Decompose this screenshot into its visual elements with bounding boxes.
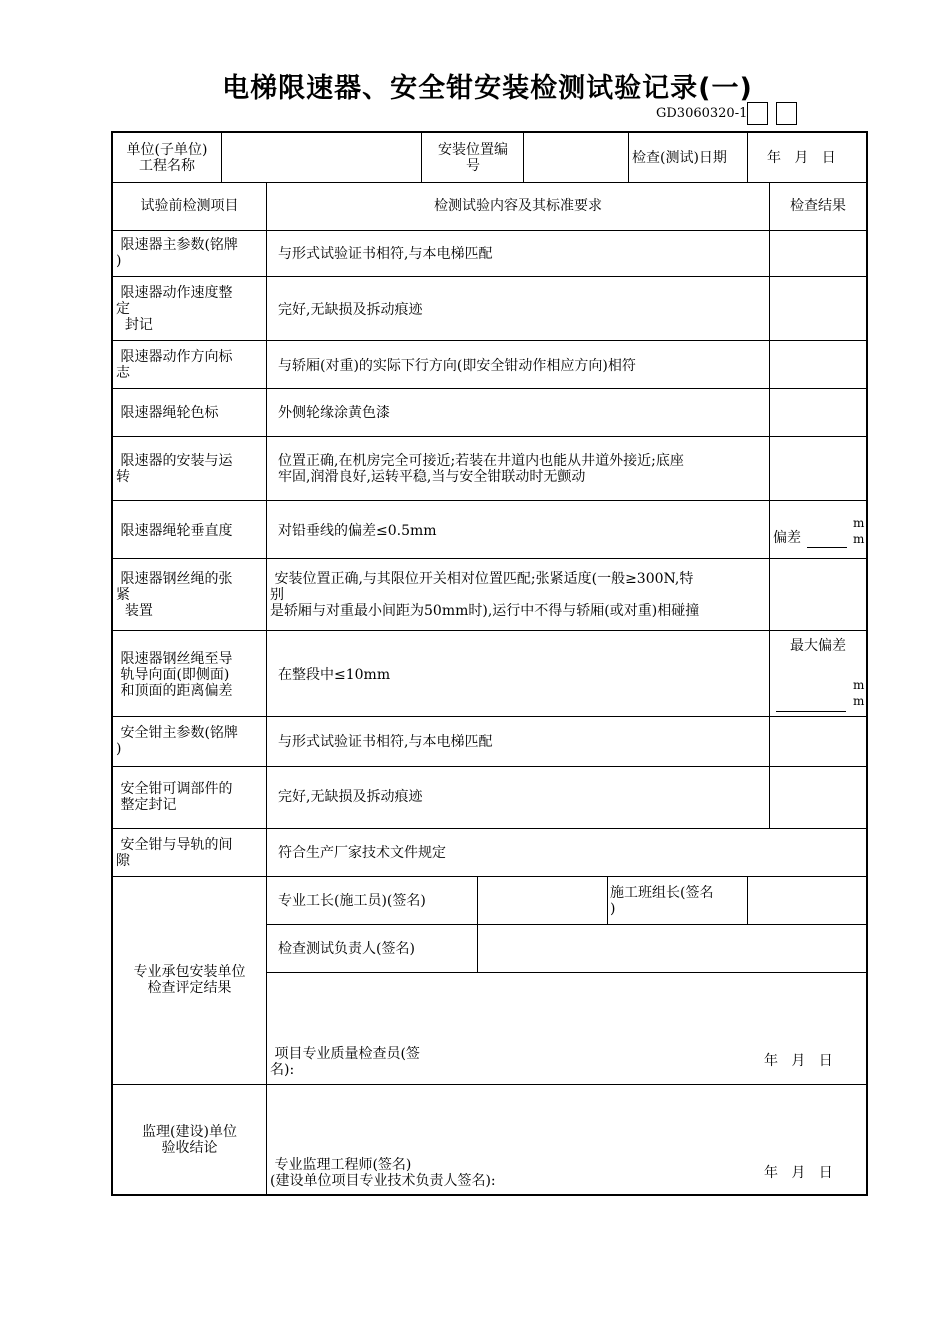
form-number-box-1[interactable] <box>747 102 768 125</box>
contractor-label: 专业承包安装单位 检查评定结果 <box>133 964 246 996</box>
row-content: 位置正确,在机房完全可接近;若装在井道内也能从井道外接近;底座 牢固,润滑良好,运转平稳,当与安全钳联动时无颤动 <box>278 453 684 485</box>
row-content: 完好,无缺损及拆动痕迹 <box>278 302 423 318</box>
row-content: 在整段中≤10mm <box>278 667 391 683</box>
row-item: 限速器动作方向标 志 <box>116 349 233 381</box>
check-date-value[interactable]: 年 月 日 <box>767 150 836 166</box>
row-item: 限速器钢丝绳至导 轨导向面(即侧面) 和顶面的距离偏差 <box>116 651 233 699</box>
row-content: 完好,无缺损及拆动痕迹 <box>278 789 423 805</box>
deviation-blank[interactable] <box>807 547 847 548</box>
row-content: 外侧轮缘涂黄色漆 <box>278 405 390 421</box>
row-item: 限速器主参数(铭牌 ) <box>116 237 238 269</box>
form-code: GD3060320-1 <box>656 106 748 121</box>
row-content: 对铅垂线的偏差≤0.5mm <box>278 523 437 539</box>
unit-name-label: 单位(子单位) 工程名称 <box>126 142 208 174</box>
row-item: 安全钳主参数(铭牌 ) <box>116 725 238 757</box>
install-position-label: 安装位置编 号 <box>438 142 508 174</box>
install-position-field[interactable] <box>525 137 625 178</box>
row-content: 与轿厢(对重)的实际下行方向(即安全钳动作相应方向)相符 <box>278 358 636 374</box>
team-leader-signature[interactable] <box>749 880 863 922</box>
unit-name-field[interactable] <box>223 137 419 178</box>
team-leader-label: 施工班组长(签名 ) <box>610 885 714 917</box>
contractor-date[interactable]: 年 月 日 <box>764 1053 833 1069</box>
max-deviation-label: 最大偏差 <box>790 638 846 654</box>
test-lead-label: 检查测试负责人(签名) <box>278 941 415 957</box>
column-result: 检查结果 <box>790 198 846 214</box>
unit-mm: m m <box>853 678 865 708</box>
supervisor-date[interactable]: 年 月 日 <box>764 1165 833 1181</box>
row-item: 限速器钢丝绳的张 紧 装置 <box>116 571 233 619</box>
row-item: 安全钳可调部件的 整定封记 <box>116 781 233 813</box>
form-title: 电梯限速器、安全钳安装检测试验记录(一) <box>222 73 753 104</box>
test-lead-signature[interactable] <box>479 928 863 970</box>
supervising-engineer-label: 专业监理工程师(签名) (建设单位项目专业技术负责人签名): <box>270 1157 496 1189</box>
row-content: 与形式试验证书相符,与本电梯匹配 <box>278 246 493 262</box>
column-content: 检测试验内容及其标准要求 <box>434 198 602 214</box>
check-date-label: 检查(测试)日期 <box>632 150 727 166</box>
foreman-label: 专业工长(施工员)(签名) <box>278 893 426 909</box>
unit-mm: m m <box>853 516 865 546</box>
row-item: 限速器绳轮垂直度 <box>116 523 233 539</box>
form-number-box-2[interactable] <box>776 102 797 125</box>
column-item: 试验前检测项目 <box>140 198 239 214</box>
row-content: 与形式试验证书相符,与本电梯匹配 <box>278 734 493 750</box>
row-item: 限速器绳轮色标 <box>116 405 219 421</box>
foreman-signature[interactable] <box>479 880 605 922</box>
row-content: 安装位置正确,与其限位开关相对位置匹配;张紧适度(一般≥300N,特 别 是轿厢与对重最小间距为50mm时),运行中不得与轿厢(或对重)相碰撞 <box>270 571 700 619</box>
deviation-label: 偏差 <box>773 530 801 546</box>
inspection-table <box>111 131 868 1196</box>
quality-inspector-label: 项目专业质量检查员(签 名): <box>270 1046 420 1078</box>
supervisor-label: 监理(建设)单位 验收结论 <box>142 1124 237 1156</box>
row-item: 安全钳与导轨的间 隙 <box>116 837 233 869</box>
row-item: 限速器动作速度整 定 封记 <box>116 285 233 333</box>
row-item: 限速器的安装与运 转 <box>116 453 233 485</box>
max-deviation-blank[interactable] <box>776 711 846 712</box>
row-content: 符合生产厂家技术文件规定 <box>278 845 446 861</box>
